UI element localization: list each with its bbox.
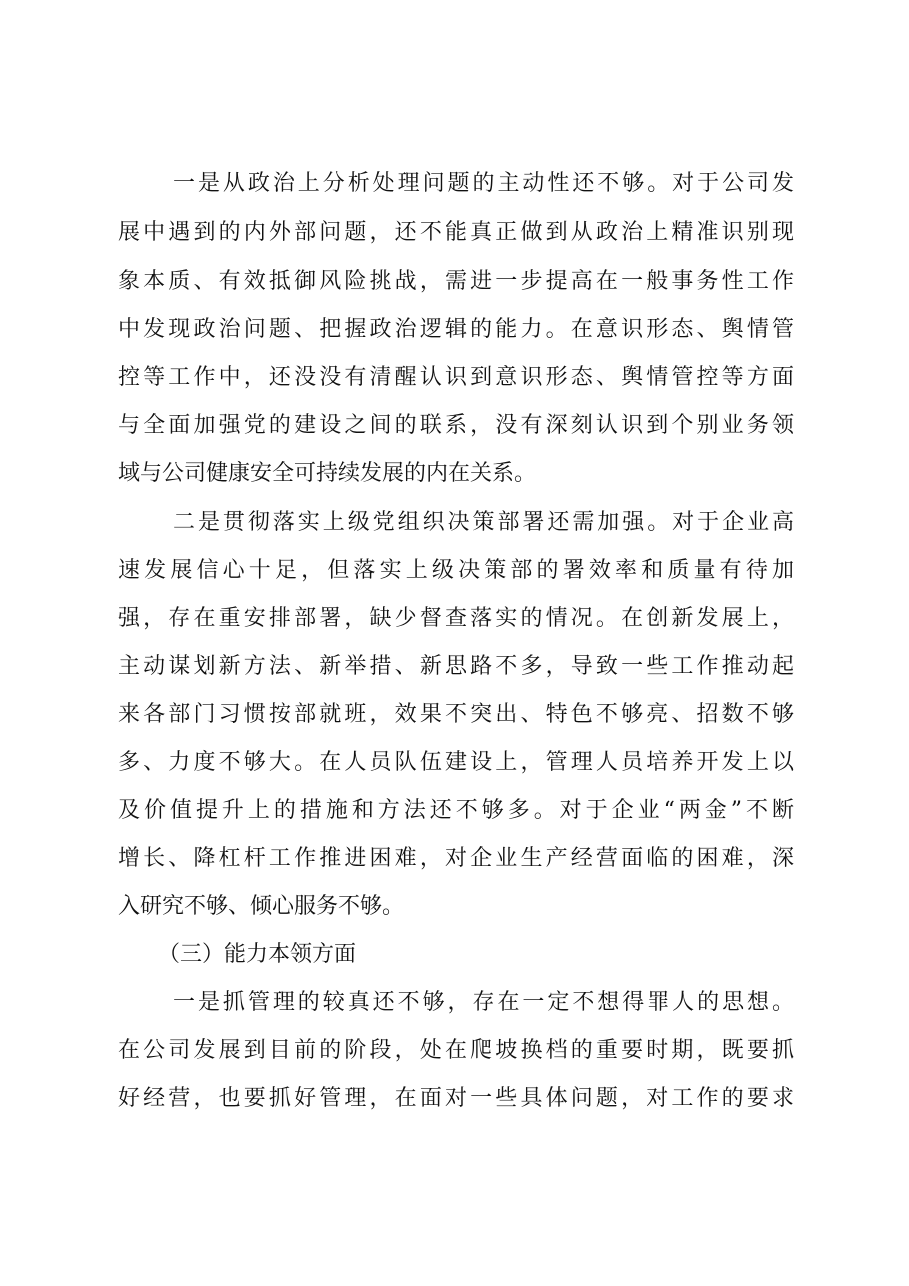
paragraph-line: 及价值提升上的措施和方法还不够多。对于企业“两金”不断 <box>118 798 794 823</box>
paragraph-line: 一是抓管理的较真还不够，存在一定不想得罪人的思想。 <box>173 990 794 1015</box>
paragraph-line: 二是贯彻落实上级党组织决策部署还需加强。对于企业高 <box>173 510 794 535</box>
section-heading: （三）能力本领方面 <box>158 942 357 967</box>
paragraph-line: 展中遇到的内外部问题，还不能真正做到从政治上精准识别现 <box>118 220 794 245</box>
paragraph-line: 中发现政治问题、把握政治逻辑的能力。在意识形态、舆情管 <box>118 317 794 342</box>
paragraph-line: 来各部门习惯按部就班，效果不突出、特色不够亮、招数不够 <box>118 702 794 727</box>
paragraph-line: 在公司发展到目前的阶段，处在爬坡换档的重要时期，既要抓 <box>118 1038 794 1063</box>
paragraph-line: 域与公司健康安全可持续发展的内在关系。 <box>118 461 537 486</box>
paragraph-line: 好经营，也要抓好管理，在面对一些具体问题，对工作的要求 <box>118 1086 794 1111</box>
paragraph-line: 与全面加强党的建设之间的联系，没有深刻认识到个别业务领 <box>118 413 794 438</box>
paragraph-line: 入研究不够、倾心服务不够。 <box>118 894 405 919</box>
paragraph-line: 多、力度不够大。在人员队伍建设上，管理人员培养开发上以 <box>118 750 794 775</box>
paragraph-line: 控等工作中，还没没有清醒认识到意识形态、舆情管控等方面 <box>118 365 794 390</box>
paragraph-line: 强，存在重安排部署，缺少督查落实的情况。在创新发展上， <box>118 606 794 631</box>
paragraph-line: 速发展信心十足，但落实上级决策部的署效率和质量有待加 <box>118 558 794 583</box>
paragraph-line: 象本质、有效抵御风险挑战，需进一步提高在一般事务性工作 <box>118 269 794 294</box>
paragraph-line: 增长、降杠杆工作推进困难，对企业生产经营面临的困难，深 <box>118 846 794 871</box>
paragraph-line: 一是从政治上分析处理问题的主动性还不够。对于公司发 <box>173 171 794 196</box>
paragraph-line: 主动谋划新方法、新举措、新思路不多，导致一些工作推动起 <box>118 654 794 679</box>
